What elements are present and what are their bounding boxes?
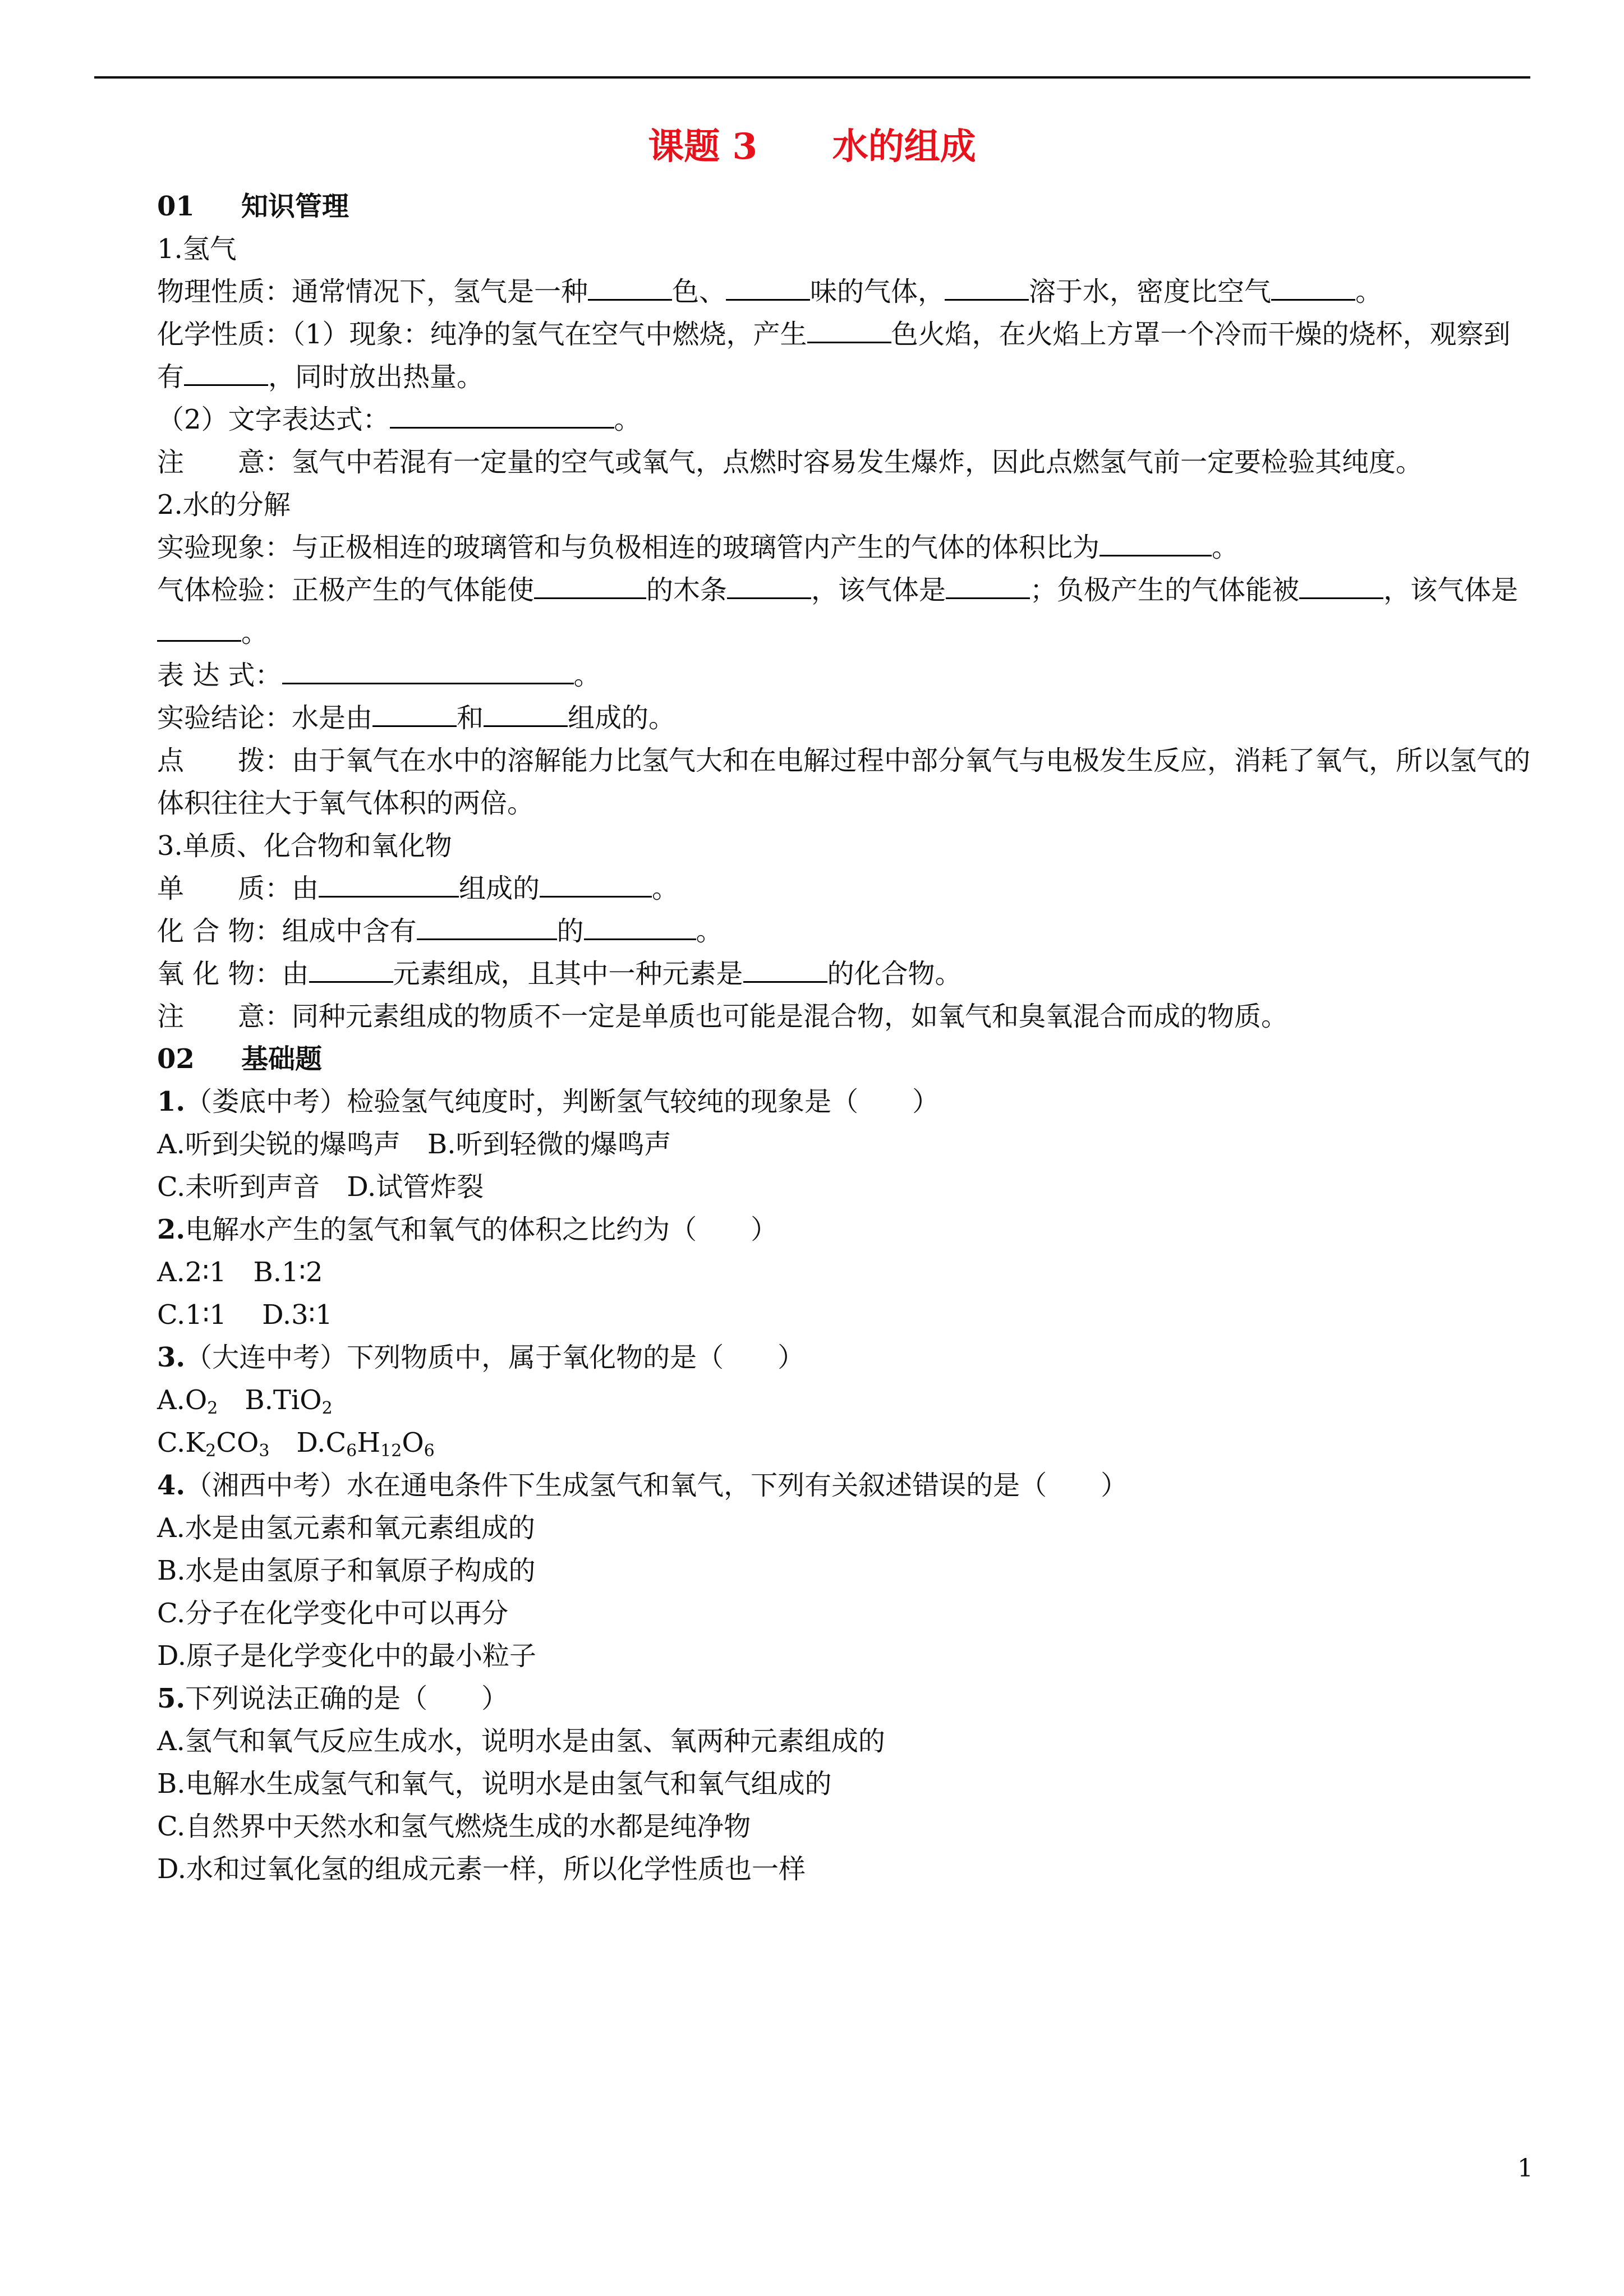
- subheading: 2.水的分解: [157, 489, 291, 521]
- question-option: B.电解水生成氢气和氧气，说明水是由氢气和氧气组成的: [157, 1768, 832, 1800]
- section-heading: 02 基础题: [157, 1043, 323, 1075]
- note: 注 意：同种元素组成的物质不一定是单质也可能是混合物，如氧气和臭氧混合而成的物质。: [157, 1001, 1289, 1032]
- question-option: D.原子是化学变化中的最小粒子: [157, 1640, 537, 1672]
- paragraph: 气体检验：正极产生的气体能使 的木条 ，该气体是 ；负极产生的气体能被 ，该气体是。: [157, 569, 1531, 654]
- question-option: $A.O_2$ B.TiO$_2$: [157, 1384, 333, 1418]
- question-option: C.1∶1 D.3∶1: [157, 1299, 333, 1331]
- subheading: 3.单质、化合物和氧化物: [157, 830, 452, 862]
- question-option: A.氢气和氧气反应生成水，说明水是由氢、氧两种元素组成的: [157, 1726, 885, 1757]
- question-option: $C.K_2CO_3$ $D.C_6H_{12}O_6$: [157, 1427, 435, 1461]
- paragraph: 表 达 式： 。: [157, 654, 1531, 697]
- question-option: D.水和过氧化氢的组成元素一样，所以化学性质也一样: [157, 1853, 806, 1885]
- question-5: 5.下列说法正确的是（ ）: [157, 1683, 509, 1714]
- page-number: 1: [1517, 2154, 1533, 2183]
- question-1: 1.（娄底中考）检验氢气纯度时，判断氢气较纯的现象是（ ）: [157, 1086, 940, 1117]
- question-4: 4.（湘西中考）水在通电条件下生成氢气和氧气，下列有关叙述错误的是（ ）: [157, 1470, 1128, 1501]
- section-heading: 01 知识管理: [157, 191, 349, 222]
- paragraph: 单 质：由 组成的 。: [157, 867, 1531, 910]
- paragraph: 氧 化 物：由 元素组成，且其中一种元素是 的化合物。: [157, 953, 1531, 995]
- paragraph: （2）文字表达式： 。: [157, 398, 1531, 441]
- question-option: A.2∶1 B.1∶2: [157, 1257, 323, 1288]
- tip: 点 拨：由于氧气在水中的溶解能力比氢气大和在电解过程中部分氧气与电极发生反应，消耗了氧气，所以氢气的体积往往大于氧气体积的两倍。: [157, 745, 1531, 819]
- paragraph: 物理性质：通常情况下，氢气是一种 色、 味的气体， 溶于水，密度比空气 。: [157, 270, 1531, 313]
- page-title: 课题 3 水的组成: [648, 126, 976, 168]
- question-option: C.分子在化学变化中可以再分: [157, 1598, 509, 1629]
- paragraph: 化学性质：（1）现象：纯净的氢气在空气中燃烧，产生 色火焰，在火焰上方罩一个冷而干燥的烧杯，观察到有 ，同时放出热量。: [157, 313, 1531, 398]
- header-rule: [94, 76, 1530, 79]
- question-option: A.水是由氢元素和氧元素组成的: [157, 1512, 535, 1544]
- question-option: C.未听到声音 D.试管炸裂: [157, 1171, 484, 1203]
- paragraph: 实验现象：与正极相连的玻璃管和与负极相连的玻璃管内产生的气体的体积比为 。: [157, 526, 1531, 569]
- question-2: 2.电解水产生的氢气和氧气的体积之比约为（ ）: [157, 1214, 778, 1245]
- note: 注 意：氢气中若混有一定量的空气或氧气，点燃时容易发生爆炸，因此点燃氢气前一定要检验其纯度。: [157, 447, 1423, 478]
- paragraph: 化 合 物：组成中含有 的 。: [157, 910, 1531, 953]
- subheading: 1.氢气: [157, 233, 237, 265]
- paragraph: 实验结论：水是由 和 组成的。: [157, 697, 1531, 739]
- document-body: [157, 185, 1531, 1890]
- question-option: A.听到尖锐的爆鸣声 B.听到轻微的爆鸣声: [157, 1129, 671, 1160]
- question-option: C.自然界中天然水和氢气燃烧生成的水都是纯净物: [157, 1811, 751, 1842]
- question-3: 3.（大连中考）下列物质中，属于氧化物的是（ ）: [157, 1342, 805, 1373]
- question-option: B.水是由氢原子和氧原子构成的: [157, 1555, 536, 1586]
